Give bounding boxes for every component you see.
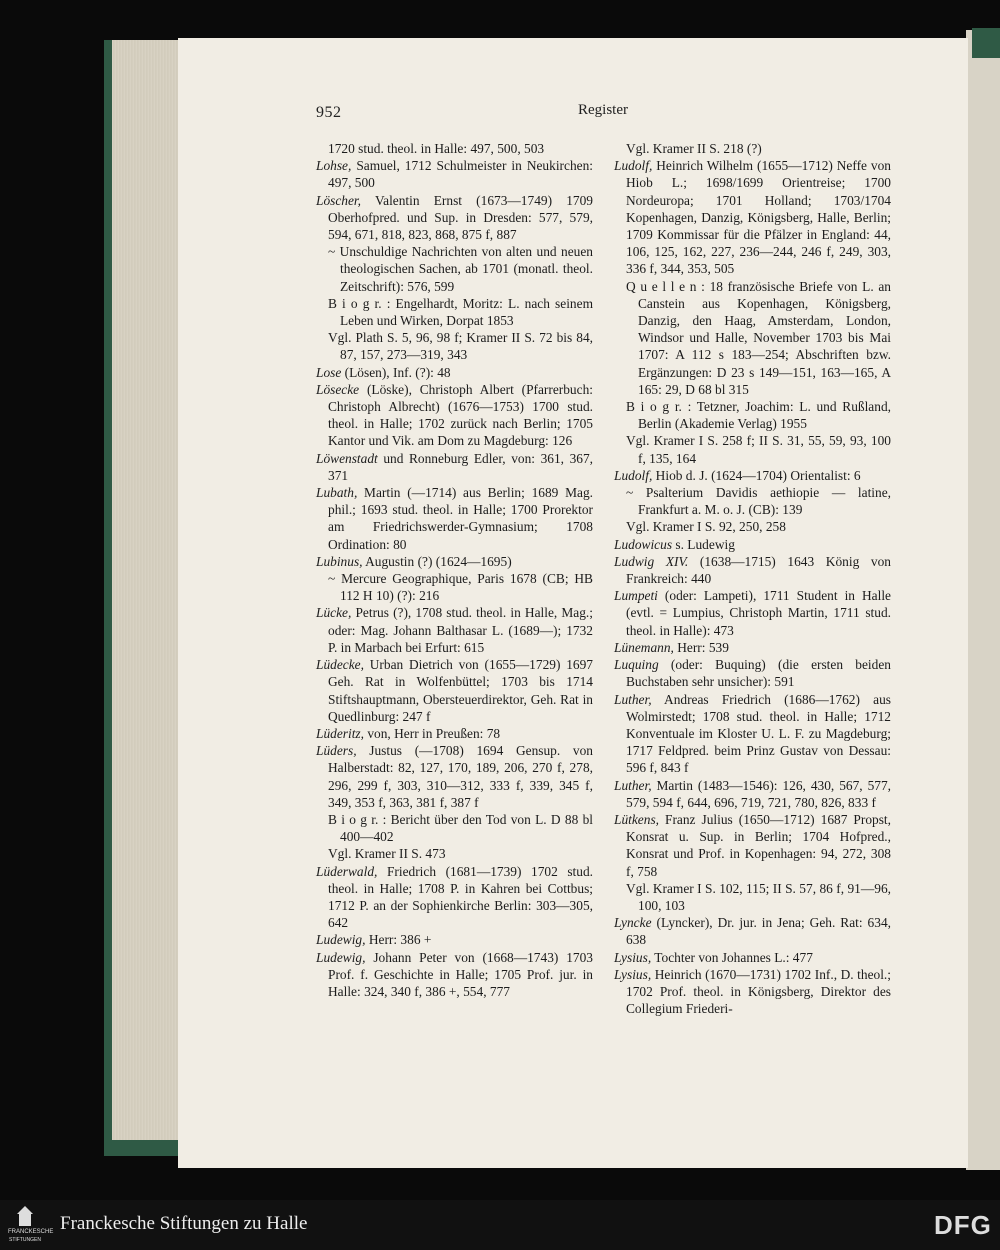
index-subentry bbox=[614, 398, 891, 432]
entry-text: Vgl. Kramer II S. 218 (?) bbox=[626, 141, 762, 156]
entry-headword: Lohse, bbox=[316, 158, 352, 174]
entry-text: von, Herr in Preußen: 78 bbox=[364, 725, 501, 741]
entry-text: Vgl. Kramer I S. 258 f; II S. 31, 55, 59, 93, 100 f, 135, 164 bbox=[626, 433, 891, 466]
entry-headword: Ludolf, bbox=[614, 467, 653, 483]
index-entry bbox=[614, 777, 891, 811]
entry-text: Martin (1483—1546): 126, 430, 567, 577, 579, 594 f, 644, 696, 719, 721, 780, 826, 833 f bbox=[626, 777, 891, 810]
entry-headword: Ludolf, bbox=[614, 158, 653, 174]
entry-headword: Ludwig XIV. bbox=[614, 553, 689, 569]
entry-text: B i o g r. : Engelhardt, Moritz: L. nach seinem Leben und Wirken, Dorpat 1853 bbox=[328, 295, 593, 329]
index-subentry bbox=[316, 811, 593, 845]
index-entry bbox=[316, 656, 593, 725]
entry-headword: Ludowicus bbox=[614, 536, 673, 552]
entry-text: Heinrich Wilhelm (1655—1712) Neffe von Hiob L.; 1698/1699 Orientreise; 1700 Nordeuropa; 1701 Holland; 1703/1704 Kopenhagen, Danzig, Königsberg, Halle, Berlin; 1709 Kommissar für die Pfälzer in England: 44, 106, 125, 162, 227, 236—244, 246 f, 249, 303, 336 f, 344, 353, 505 bbox=[626, 158, 891, 277]
entry-headword: Lumpeti bbox=[614, 588, 658, 604]
entry-headword: Lysius, bbox=[614, 949, 652, 965]
entry-text: s. Ludewig bbox=[672, 536, 735, 552]
index-entry bbox=[614, 536, 891, 553]
index-entry bbox=[614, 157, 891, 277]
entry-headword: Luther, bbox=[614, 691, 652, 707]
entry-headword: Lünemann, bbox=[614, 639, 674, 655]
index-entry bbox=[316, 863, 593, 932]
index-entry bbox=[614, 811, 891, 880]
entry-text: Petrus (?), 1708 stud. theol. in Halle, Mag.; oder: Mag. Johann Balthasar L. (1689—); 1732 P. in Marbach bei Erfurt: 615 bbox=[328, 605, 593, 655]
entry-text: Herr: 386 + bbox=[365, 932, 432, 948]
entry-headword: Ludewig, bbox=[316, 949, 366, 965]
entry-text: (Lyncker), Dr. jur. in Jena; Geh. Rat: 634, 638 bbox=[626, 915, 891, 948]
index-entry bbox=[316, 192, 593, 244]
entry-text: Urban Dietrich von (1655—1729) 1697 Geh. Rat in Wolfenbüttel; 1703 bis 1714 Stiftshauptmann, Obersteuerdirektor, Geh. Rat in Quedlinburg: 247 f bbox=[328, 657, 593, 724]
index-entry bbox=[614, 639, 891, 656]
index-entry bbox=[614, 656, 891, 690]
index-subentry bbox=[316, 329, 593, 363]
index-entry bbox=[316, 604, 593, 656]
entry-text: (oder: Buquing) (die ersten beiden Buchstaben sehr unsicher): 591 bbox=[626, 657, 891, 690]
entry-text: Andreas Friedrich (1686—1762) aus Wolmirstedt; 1708 stud. theol. in Halle; 1712 Konventuale im Kloster U. L. F. zu Magdeburg; 1717 Feldpred. beim Prinz Gustav von Dessau: 596 f, 843 f bbox=[626, 691, 891, 776]
index-subentry bbox=[614, 432, 891, 466]
index-subentry bbox=[614, 880, 891, 914]
entry-text: ~ Unschuldige Nachrichten von alten und neuen theologischen Sachen, ab 1701 (monatl. theol. Zeitschrift): 576, 599 bbox=[328, 244, 593, 294]
index-entry bbox=[316, 949, 593, 1001]
index-entry bbox=[316, 450, 593, 484]
entry-text: ~ Mercure Geographique, Paris 1678 (CB; HB 112 H 10) (?): 216 bbox=[328, 571, 593, 604]
entry-text: Tochter von Johannes L.: 477 bbox=[651, 949, 813, 965]
index-subentry bbox=[316, 570, 593, 604]
franckesche-logo-icon: FRANCKESCHE STIFTUNGEN bbox=[8, 1204, 42, 1246]
entry-text: Friedrich (1681—1739) 1702 stud. theol. in Halle; 1708 P. in Kahren bei Cottbus; 1712 P. an der Sophienkirche Berlin: 303—305, 642 bbox=[328, 863, 593, 931]
entry-text: (1638—1715) 1643 König von Frankreich: 440 bbox=[626, 553, 891, 587]
book-cover-corner bbox=[972, 28, 1000, 58]
dfg-logo: DFG bbox=[934, 1210, 992, 1240]
entry-text: 1720 stud. theol. in Halle: 497, 500, 503 bbox=[328, 141, 545, 156]
index-subentry bbox=[316, 295, 593, 329]
book-cover-edge bbox=[104, 1140, 188, 1156]
index-entry bbox=[316, 931, 593, 948]
entry-headword: Ludewig, bbox=[316, 932, 366, 948]
entry-text: Franz Julius (1650—1712) 1687 Propst, Konsrat u. Sup. in Berlin; 1704 Hofpred., Konsrat und Prof. in Kopenhagen: 94, 272, 308 f, 758 bbox=[626, 811, 891, 879]
index-subentry bbox=[614, 484, 891, 518]
entry-headword: Lücke, bbox=[316, 605, 352, 621]
entry-headword: Lyncke bbox=[614, 915, 652, 931]
index-entry bbox=[614, 553, 891, 587]
entry-headword: Luquing bbox=[614, 657, 659, 673]
index-entry bbox=[614, 467, 891, 484]
entry-text: B i o g r. : Bericht über den Tod von L. D 88 bl 400—402 bbox=[328, 811, 593, 845]
facing-page-edge bbox=[966, 30, 1000, 1170]
page-number: 952 bbox=[316, 104, 342, 121]
entry-text: B i o g r. : Tetzner, Joachim: L. und Rußland, Berlin (Akademie Verlag) 1955 bbox=[626, 399, 891, 432]
entry-text: Q u e l l e n : 18 französische Briefe von L. an Canstein aus Kopenhagen, Königsberg, Danzig, den Haag, Amsterdam, London, Windsor und Halle, November 1703 bis Mai 1707: A 112 s 183—254; Abschriften bzw. Ergänzungen: D 23 s 149—151, 163—165, A 165: 29, D 68 bl 315 bbox=[626, 278, 891, 397]
entry-text: Vgl. Plath S. 5, 96, 98 f; Kramer II S. 72 bis 84, 87, 157, 273—319, 343 bbox=[328, 330, 593, 363]
entry-text: ~ Psalterium Davidis aethiopie — latine, Frankfurt a. M. o. J. (CB): 139 bbox=[626, 485, 891, 518]
entry-text: (oder: Lampeti), 1711 Student in Halle (evtl. = Lumpius, Christoph Martin, 1711 stud. theol. in Halle): 473 bbox=[626, 588, 891, 638]
entry-headword: Lubinus, bbox=[316, 553, 363, 569]
entry-text: Vgl. Kramer I S. 92, 250, 258 bbox=[626, 519, 786, 535]
index-entry bbox=[316, 484, 593, 553]
entry-headword: Lose bbox=[316, 364, 342, 380]
viewer-footer bbox=[0, 1200, 1000, 1250]
entry-text: und Ronneburg Edler, von: 361, 367, 371 bbox=[328, 450, 593, 483]
index-entry bbox=[316, 381, 593, 450]
entry-headword: Lüderitz, bbox=[316, 725, 364, 741]
index-entry bbox=[316, 140, 593, 157]
index-column-right bbox=[614, 140, 891, 1017]
entry-text: Valentin Ernst (1673—1749) 1709 Oberhofpred. und Sup. in Dresden: 577, 579, 594, 671, 818, 823, 868, 875 f, 887 bbox=[328, 192, 593, 243]
entry-headword: Löwenstadt bbox=[316, 450, 378, 466]
entry-text: Justus (—1708) 1694 Gensup. von Halberstadt: 82, 127, 170, 189, 206, 270 f, 278, 296, 299 f, 303, 310—312, 333 f, 339, 345 f, 349, 353 f, 363, 381 f, 387 f bbox=[328, 743, 593, 810]
entry-text: Vgl. Kramer II S. 473 bbox=[328, 846, 446, 862]
entry-headword: Lütkens, bbox=[614, 811, 660, 827]
index-entry bbox=[614, 949, 891, 966]
entry-headword: Lüderwald, bbox=[316, 863, 378, 879]
entry-text: Samuel, 1712 Schulmeister in Neukirchen: 497, 500 bbox=[328, 158, 593, 191]
running-head: Register bbox=[578, 102, 628, 118]
entry-text: Johann Peter von (1668—1743) 1703 Prof. f. Geschichte in Halle; 1705 Prof. jur. in Halle: 324, 340 f, 386 +, 554, 777 bbox=[328, 949, 593, 999]
entry-headword: Lüders, bbox=[316, 743, 357, 759]
index-subentry bbox=[614, 518, 891, 535]
index-entry bbox=[316, 157, 593, 191]
index-entry bbox=[316, 725, 593, 742]
entry-headword: Löscher, bbox=[316, 192, 362, 208]
index-subentry bbox=[316, 243, 593, 295]
index-entry bbox=[316, 742, 593, 811]
page-edges bbox=[104, 40, 188, 1150]
entry-text: (Löske), Christoph Albert (Pfarrerbuch: Christoph Albrecht) (1676—1753) 1700 stud. theol. in Halle; 1702 zurück nach Berlin; 1705 Kantor und Vik. am Dom zu Magdeburg: 126 bbox=[328, 381, 593, 449]
entry-text: (Lösen), Inf. (?): 48 bbox=[341, 364, 451, 380]
index-entry bbox=[614, 140, 891, 157]
entry-text: Hiob d. J. (1624—1704) Orientalist: 6 bbox=[652, 467, 861, 483]
index-entry bbox=[614, 966, 891, 1018]
entry-headword: Lösecke bbox=[316, 381, 360, 397]
entry-text: Heinrich (1670—1731) 1702 Inf., D. theol.; 1702 Prof. theol. in Königsberg, Direktor des Collegium Friederi- bbox=[626, 966, 891, 1017]
entry-text: Martin (—1714) aus Berlin; 1689 Mag. phil.; 1693 stud. theol. in Halle; 1700 Prorektor am Friedrichswerder-Gymnasium; 1708 Ordination: 80 bbox=[328, 485, 593, 552]
entry-headword: Lüdecke, bbox=[316, 657, 364, 673]
index-column-left bbox=[316, 140, 593, 1000]
entry-text: Herr: 539 bbox=[673, 639, 729, 655]
entry-headword: Luther, bbox=[614, 777, 652, 793]
index-entry bbox=[614, 587, 891, 639]
entry-text: Augustin (?) (1624—1695) bbox=[362, 553, 512, 569]
index-entry bbox=[316, 364, 593, 381]
entry-text: Vgl. Kramer I S. 102, 115; II S. 57, 86 f, 91—96, 100, 103 bbox=[626, 880, 891, 913]
index-entry bbox=[316, 553, 593, 570]
index-subentry bbox=[614, 278, 891, 398]
entry-headword: Lysius, bbox=[614, 966, 652, 982]
index-entry bbox=[614, 691, 891, 777]
index-subentry bbox=[316, 845, 593, 862]
entry-headword: Lubath, bbox=[316, 485, 358, 501]
institution-name: Franckesche Stiftungen zu Halle bbox=[60, 1213, 308, 1234]
index-entry bbox=[614, 914, 891, 948]
